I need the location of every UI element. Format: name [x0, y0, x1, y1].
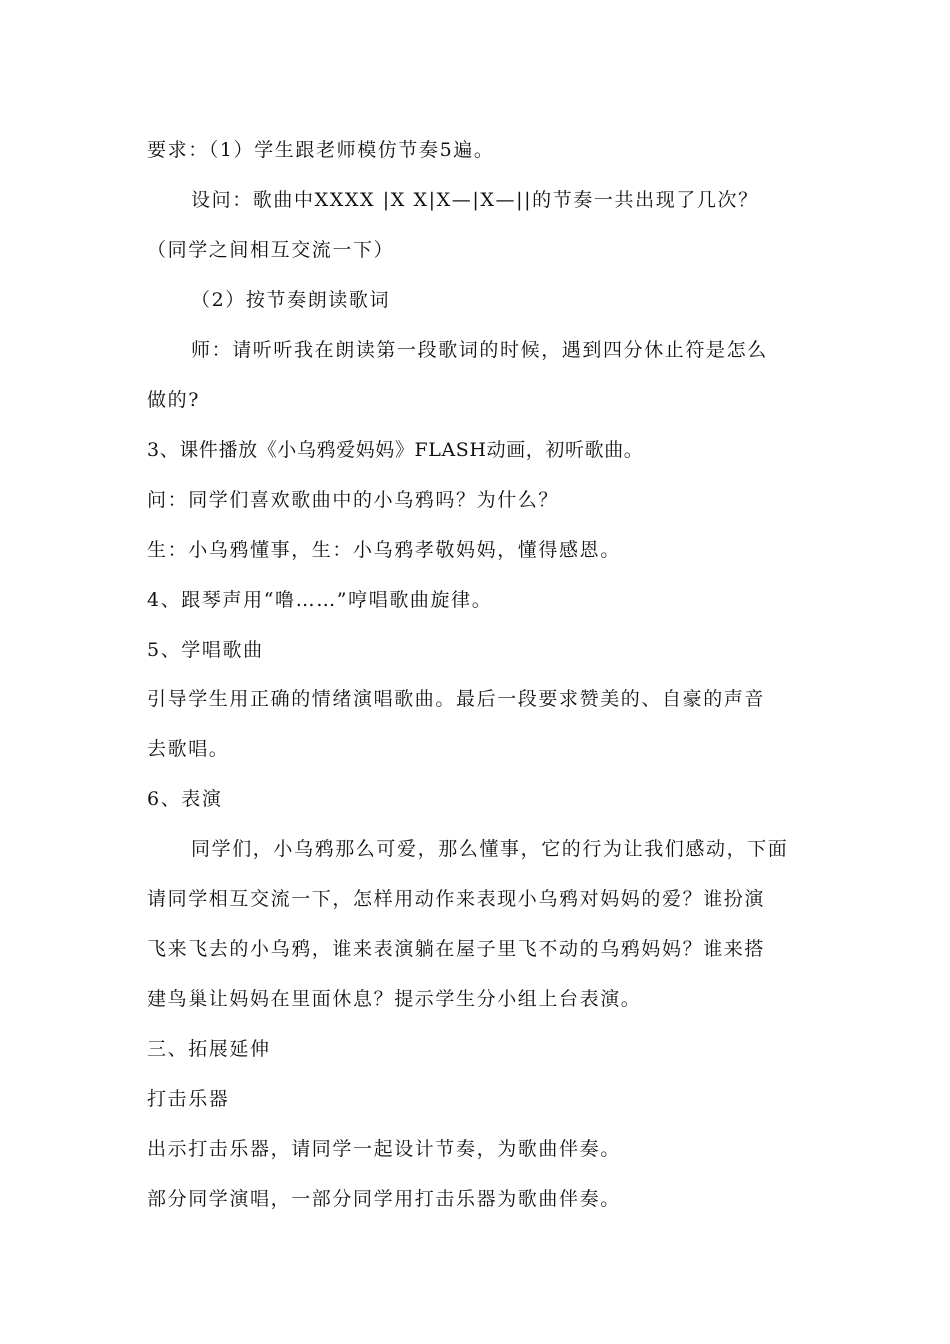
paragraph-step-6: 6、表演 — [147, 788, 223, 810]
paragraph-perform-3: 飞来飞去的小乌鸦，谁来表演躺在屋子里飞不动的乌鸦妈妈？谁来搭 — [147, 938, 766, 960]
paragraph-read-lyrics: （2）按节奏朗读歌词 — [191, 289, 391, 311]
paragraph-guide-cont: 去歌唱。 — [147, 738, 230, 760]
paragraph-perform-1: 同学们，小乌鸦那么可爱，那么懂事，它的行为让我们感动，下面 — [191, 838, 789, 860]
paragraph-requirement: 要求：（1）学生跟老师模仿节奏5遍。 — [147, 139, 495, 161]
paragraph-ask: 问：同学们喜欢歌曲中的小乌鸦吗？为什么？ — [147, 489, 560, 511]
paragraph-perform-4: 建鸟巢让妈妈在里面休息？提示学生分小组上台表演。 — [147, 988, 642, 1010]
paragraph-step-4: 4、跟琴声用“噜……”哼唱歌曲旋律。 — [147, 589, 493, 611]
paragraph-step-5: 5、学唱歌曲 — [147, 639, 264, 661]
paragraph-teacher: 师：请听听我在朗读第一段歌词的时候，遇到四分休止符是怎么 — [191, 339, 768, 361]
paragraph-accompany: 部分同学演唱，一部分同学用打击乐器为歌曲伴奏。 — [147, 1188, 621, 1210]
paragraph-perform-2: 请同学相互交流一下，怎样用动作来表现小乌鸦对妈妈的爱？谁扮演 — [147, 888, 766, 910]
paragraph-percussion: 打击乐器 — [147, 1088, 230, 1110]
paragraph-show-instruments: 出示打击乐器，请同学一起设计节奏，为歌曲伴奏。 — [147, 1138, 621, 1160]
paragraph-guide: 引导学生用正确的情绪演唱歌曲。最后一段要求赞美的、自豪的声音 — [147, 688, 766, 710]
paragraph-question: 设问：歌曲中XXXX |X X|X—|X—||的节奏一共出现了几次？ — [191, 189, 759, 211]
paragraph-discussion: （同学之间相互交流一下） — [147, 239, 395, 261]
paragraph-teacher-cont: 做的? — [147, 389, 200, 411]
section-heading-extension: 三、拓展延伸 — [147, 1038, 271, 1060]
paragraph-step-3: 3、课件播放《小乌鸦爱妈妈》FLASH动画，初听歌曲。 — [147, 439, 644, 461]
paragraph-student: 生：小乌鸦懂事，生：小乌鸦孝敬妈妈，懂得感恩。 — [147, 539, 621, 561]
